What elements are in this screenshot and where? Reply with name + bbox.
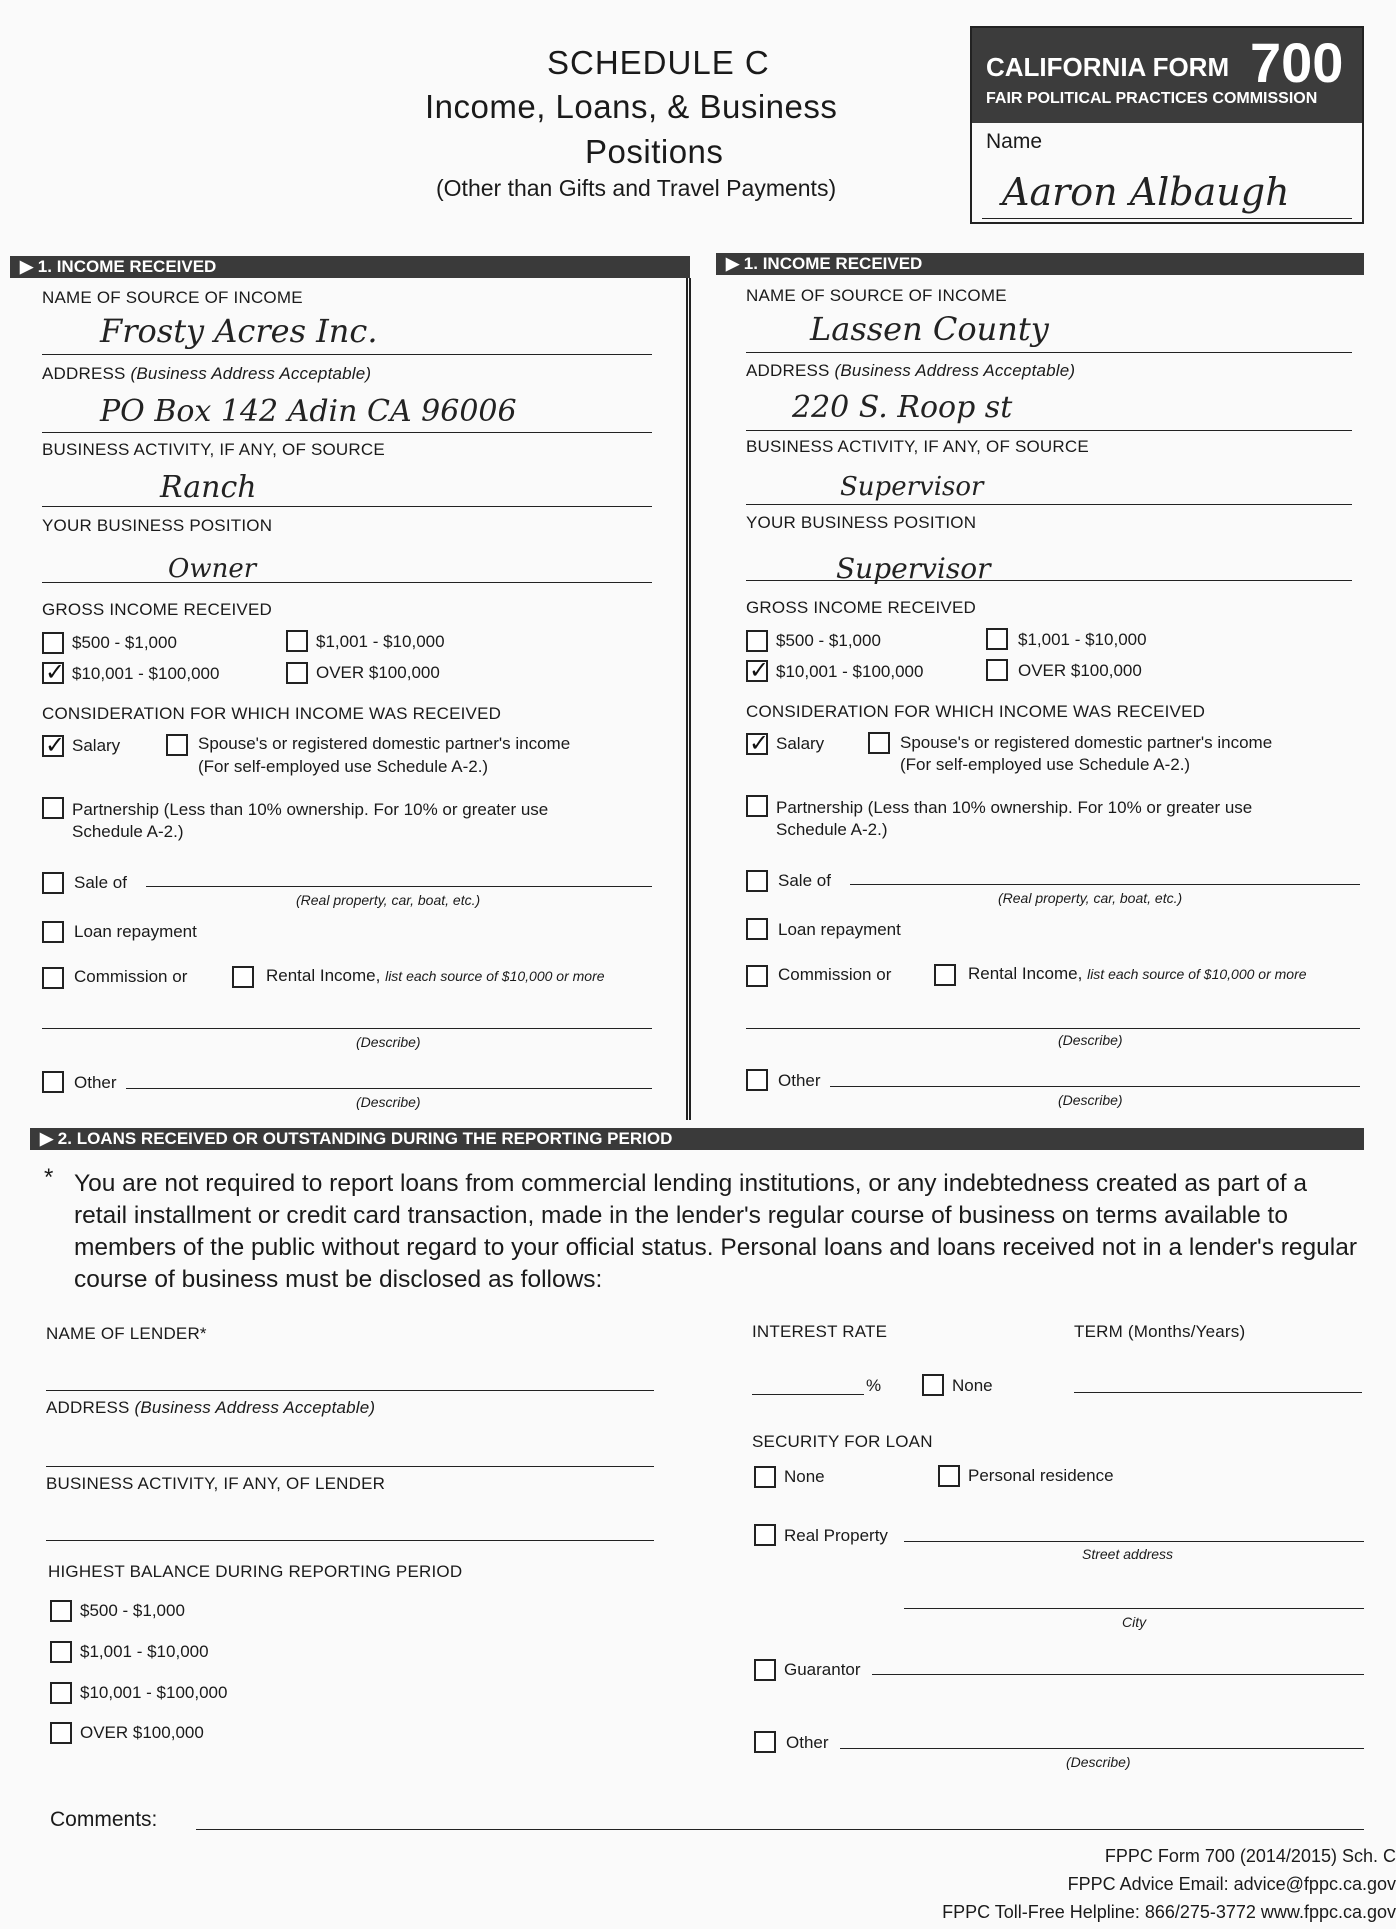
highest-balance-label: HIGHEST BALANCE DURING REPORTING PERIOD (48, 1562, 463, 1581)
gross-500-1000-checkbox[interactable] (746, 630, 768, 652)
schedule-label: SCHEDULE C (547, 44, 770, 81)
spouse-income-note: (For self-employed use Schedule A-2.) (198, 757, 489, 776)
column-divider (686, 278, 691, 1120)
sale-of-checkbox[interactable] (42, 872, 64, 894)
balance-1001-10000-label: $1,001 - $10,000 (80, 1642, 209, 1661)
rental-describe-underline (746, 1028, 1360, 1029)
other-label: Other (74, 1073, 117, 1092)
address-underline (42, 432, 652, 433)
partnership-label: Partnership (Less than 10% ownership. For 10% or greater use (72, 800, 549, 819)
position-value[interactable]: Owner (168, 554, 257, 584)
loan-repayment-label: Loan repayment (778, 920, 901, 939)
rental-income-label: Rental Income, list each source of $10,000 or more (968, 964, 1307, 983)
consideration-label: CONSIDERATION FOR WHICH INCOME WAS RECEIVED (42, 704, 502, 723)
security-none-label: None (784, 1467, 825, 1486)
spouse-income-label: Spouse's or registered domestic partner's income (198, 734, 571, 753)
loan-repayment-checkbox[interactable] (746, 918, 768, 940)
gross-1001-10000-label: $1,001 - $10,000 (1018, 630, 1147, 649)
security-other-label: Other (786, 1733, 829, 1752)
gross-500-1000-label: $500 - $1,000 (776, 631, 881, 650)
other-checkbox[interactable] (746, 1069, 768, 1091)
balance-over-100000-checkbox[interactable] (50, 1722, 72, 1744)
interest-percent-sign: % (866, 1376, 882, 1395)
other-describe-note: (Describe) (1058, 1092, 1123, 1108)
sale-of-underline (850, 884, 1360, 885)
footer-form-id: FPPC Form 700 (2014/2015) Sch. C (1104, 1846, 1396, 1866)
income-right-section-title: 1. INCOME RECEIVED (743, 254, 923, 273)
gross-500-1000-label: $500 - $1,000 (72, 633, 177, 652)
salary-checkbox[interactable] (746, 733, 768, 755)
loans-notice: You are not required to report loans from commercial lending institutions, or any indebtedness created as part of a retail installment or credit card transaction, made in the lender's regular course of business on terms available to members of the public without regard to your official status. Personal loans and loans received not in a lender's regular course of business must be disclosed as follows: (74, 1170, 1358, 1293)
loan-repayment-label: Loan repayment (74, 922, 197, 941)
address-value[interactable]: PO Box 142 Adin CA 96006 (100, 394, 517, 429)
partnership-label: Partnership (Less than 10% ownership. For 10% or greater use (776, 798, 1253, 817)
schedule-title-line1: Income, Loans, & Business (425, 88, 838, 125)
source-underline (42, 354, 652, 355)
income-left-section-bar (10, 256, 690, 278)
sale-of-label: Sale of (778, 871, 831, 890)
spouse-income-checkbox[interactable] (868, 732, 890, 754)
rental-income-checkbox[interactable] (934, 964, 956, 986)
sale-of-underline (146, 886, 652, 887)
city-underline[interactable] (904, 1608, 1364, 1609)
street-address-note: Street address (1082, 1546, 1174, 1562)
sale-of-note: (Real property, car, boat, etc.) (998, 890, 1183, 906)
lender-name-underline[interactable] (46, 1390, 654, 1391)
gross-10001-100000-label: $10,001 - $100,000 (776, 662, 924, 681)
term-underline[interactable] (1074, 1392, 1362, 1393)
sale-of-label: Sale of (74, 873, 127, 892)
activity-value[interactable]: Supervisor (840, 472, 984, 502)
sale-of-note: (Real property, car, boat, etc.) (296, 892, 481, 908)
address-underline (746, 430, 1352, 431)
rental-describe-underline (42, 1028, 652, 1029)
commission-checkbox[interactable] (746, 965, 768, 987)
salary-checkbox[interactable] (42, 735, 64, 757)
balance-over-100000-label: OVER $100,000 (80, 1723, 204, 1742)
position-underline (746, 580, 1352, 581)
real-property-label: Real Property (784, 1526, 888, 1545)
spouse-income-label: Spouse's or registered domestic partner's income (900, 733, 1273, 752)
arrow-right-icon: ▶ (40, 1129, 58, 1148)
gross-1001-10000-checkbox[interactable] (286, 630, 308, 652)
gross-1001-10000-checkbox[interactable] (986, 628, 1008, 650)
street-address-underline[interactable] (904, 1541, 1364, 1542)
address-label: ADDRESS (Business Address Acceptable) (42, 364, 372, 383)
loans-notice-star: * (44, 1164, 54, 1191)
salary-label: Salary (72, 736, 121, 755)
form-number: 700 (1250, 31, 1344, 94)
security-none-checkbox[interactable] (754, 1466, 776, 1488)
balance-500-1000-checkbox[interactable] (50, 1600, 72, 1622)
security-other-describe-note: (Describe) (1066, 1754, 1131, 1770)
balance-500-1000-label: $500 - $1,000 (80, 1601, 185, 1620)
commission-name: FAIR POLITICAL PRACTICES COMMISSION (986, 90, 1318, 107)
gross-over-100000-checkbox[interactable] (986, 659, 1008, 681)
form-id-box (970, 26, 1364, 224)
gross-1001-10000-label: $1,001 - $10,000 (316, 632, 445, 651)
interest-none-label: None (952, 1376, 993, 1395)
gross-income-label: GROSS INCOME RECEIVED (746, 598, 976, 617)
interest-rate-underline[interactable] (752, 1394, 864, 1395)
gross-over-100000-label: OVER $100,000 (316, 663, 440, 682)
commission-label: Commission or (74, 967, 188, 986)
rental-income-label: Rental Income, list each source of $10,000 or more (266, 966, 605, 985)
balance-10001-100000-label: $10,001 - $100,000 (80, 1683, 228, 1702)
commission-label: Commission or (778, 965, 892, 984)
activity-value[interactable]: Ranch (160, 470, 257, 505)
security-other-underline[interactable] (840, 1748, 1364, 1749)
activity-underline (42, 506, 652, 507)
partnership-checkbox[interactable] (42, 797, 64, 819)
gross-income-label: GROSS INCOME RECEIVED (42, 600, 272, 619)
income-right-section-bar (716, 253, 1364, 275)
form-label: CALIFORNIA FORM (986, 52, 1230, 82)
gross-over-100000-checkbox[interactable] (286, 662, 308, 684)
gross-10001-100000-checkbox[interactable] (42, 662, 64, 684)
interest-none-checkbox[interactable] (922, 1374, 944, 1396)
city-note: City (1122, 1614, 1147, 1630)
lender-activity-label: BUSINESS ACTIVITY, IF ANY, OF LENDER (46, 1474, 386, 1493)
commission-checkbox[interactable] (42, 967, 64, 989)
source-label: NAME OF SOURCE OF INCOME (746, 286, 1007, 305)
spouse-income-note: (For self-employed use Schedule A-2.) (900, 755, 1191, 774)
source-value[interactable]: Frosty Acres Inc. (100, 312, 378, 350)
loans-section-title: 2. LOANS RECEIVED OR OUTSTANDING DURING THE REPORTING PERIOD (57, 1129, 673, 1148)
gross-500-1000-checkbox[interactable] (42, 632, 64, 654)
balance-10001-100000-checkbox[interactable] (50, 1682, 72, 1704)
source-underline (746, 352, 1352, 353)
other-underline (126, 1088, 652, 1089)
other-underline (830, 1086, 1360, 1087)
activity-underline (746, 504, 1352, 505)
schedule-subtitle: (Other than Gifts and Travel Payments) (436, 175, 837, 201)
partnership-checkbox[interactable] (746, 795, 768, 817)
salary-label: Salary (776, 734, 825, 753)
income-left-section-title: 1. INCOME RECEIVED (37, 257, 217, 276)
lender-address-underline[interactable] (46, 1466, 654, 1467)
activity-label: BUSINESS ACTIVITY, IF ANY, OF SOURCE (746, 437, 1089, 456)
other-checkbox[interactable] (42, 1071, 64, 1093)
position-value[interactable]: Supervisor (836, 552, 991, 585)
comments-underline[interactable] (196, 1829, 1364, 1830)
other-describe-note: (Describe) (356, 1094, 421, 1110)
rental-income-checkbox[interactable] (232, 966, 254, 988)
guarantor-checkbox[interactable] (754, 1659, 776, 1681)
address-value[interactable]: 220 S. Roop st (792, 390, 1013, 425)
partnership-note: Schedule A-2.) (776, 820, 888, 839)
term-label: TERM (Months/Years) (1074, 1322, 1246, 1341)
footer-helpline: FPPC Toll-Free Helpline: 866/275-3772 www.fppc.ca.gov (942, 1902, 1396, 1922)
name-label: Name (986, 130, 1043, 153)
guarantor-underline[interactable] (872, 1674, 1364, 1675)
comments-label: Comments: (50, 1808, 158, 1831)
activity-label: BUSINESS ACTIVITY, IF ANY, OF SOURCE (42, 440, 385, 459)
source-label: NAME OF SOURCE OF INCOME (42, 288, 303, 307)
gross-10001-100000-label: $10,001 - $100,000 (72, 664, 220, 683)
guarantor-label: Guarantor (784, 1660, 861, 1679)
sale-of-checkbox[interactable] (746, 870, 768, 892)
personal-residence-label: Personal residence (968, 1466, 1114, 1485)
balance-1001-10000-checkbox[interactable] (50, 1641, 72, 1663)
loans-section-bar (30, 1128, 1364, 1150)
position-label: YOUR BUSINESS POSITION (746, 513, 977, 532)
arrow-right-icon: ▶ (20, 257, 38, 276)
lender-address-label: ADDRESS (Business Address Acceptable) (46, 1398, 376, 1417)
source-value[interactable]: Lassen County (810, 310, 1049, 348)
security-label: SECURITY FOR LOAN (752, 1432, 933, 1451)
name-value[interactable]: Aaron Albaugh (1002, 170, 1290, 214)
rental-describe-note: (Describe) (356, 1034, 421, 1050)
name-underline (982, 218, 1352, 219)
loan-repayment-checkbox[interactable] (42, 921, 64, 943)
schedule-title-line2: Positions (585, 133, 724, 170)
partnership-note: Schedule A-2.) (72, 822, 184, 841)
personal-residence-checkbox[interactable] (938, 1465, 960, 1487)
lender-name-label: NAME OF LENDER* (46, 1324, 207, 1343)
gross-10001-100000-checkbox[interactable] (746, 660, 768, 682)
position-label: YOUR BUSINESS POSITION (42, 516, 273, 535)
arrow-right-icon: ▶ (726, 254, 744, 273)
security-other-checkbox[interactable] (754, 1731, 776, 1753)
lender-activity-underline[interactable] (46, 1540, 654, 1541)
consideration-label: CONSIDERATION FOR WHICH INCOME WAS RECEIVED (746, 702, 1206, 721)
footer-advice-email: FPPC Advice Email: advice@fppc.ca.gov (1067, 1874, 1396, 1894)
real-property-checkbox[interactable] (754, 1524, 776, 1546)
other-label: Other (778, 1071, 821, 1090)
rental-describe-note: (Describe) (1058, 1032, 1123, 1048)
address-label: ADDRESS (Business Address Acceptable) (746, 361, 1076, 380)
interest-rate-label: INTEREST RATE (752, 1322, 888, 1341)
gross-over-100000-label: OVER $100,000 (1018, 661, 1142, 680)
spouse-income-checkbox[interactable] (166, 734, 188, 756)
position-underline (42, 582, 652, 583)
